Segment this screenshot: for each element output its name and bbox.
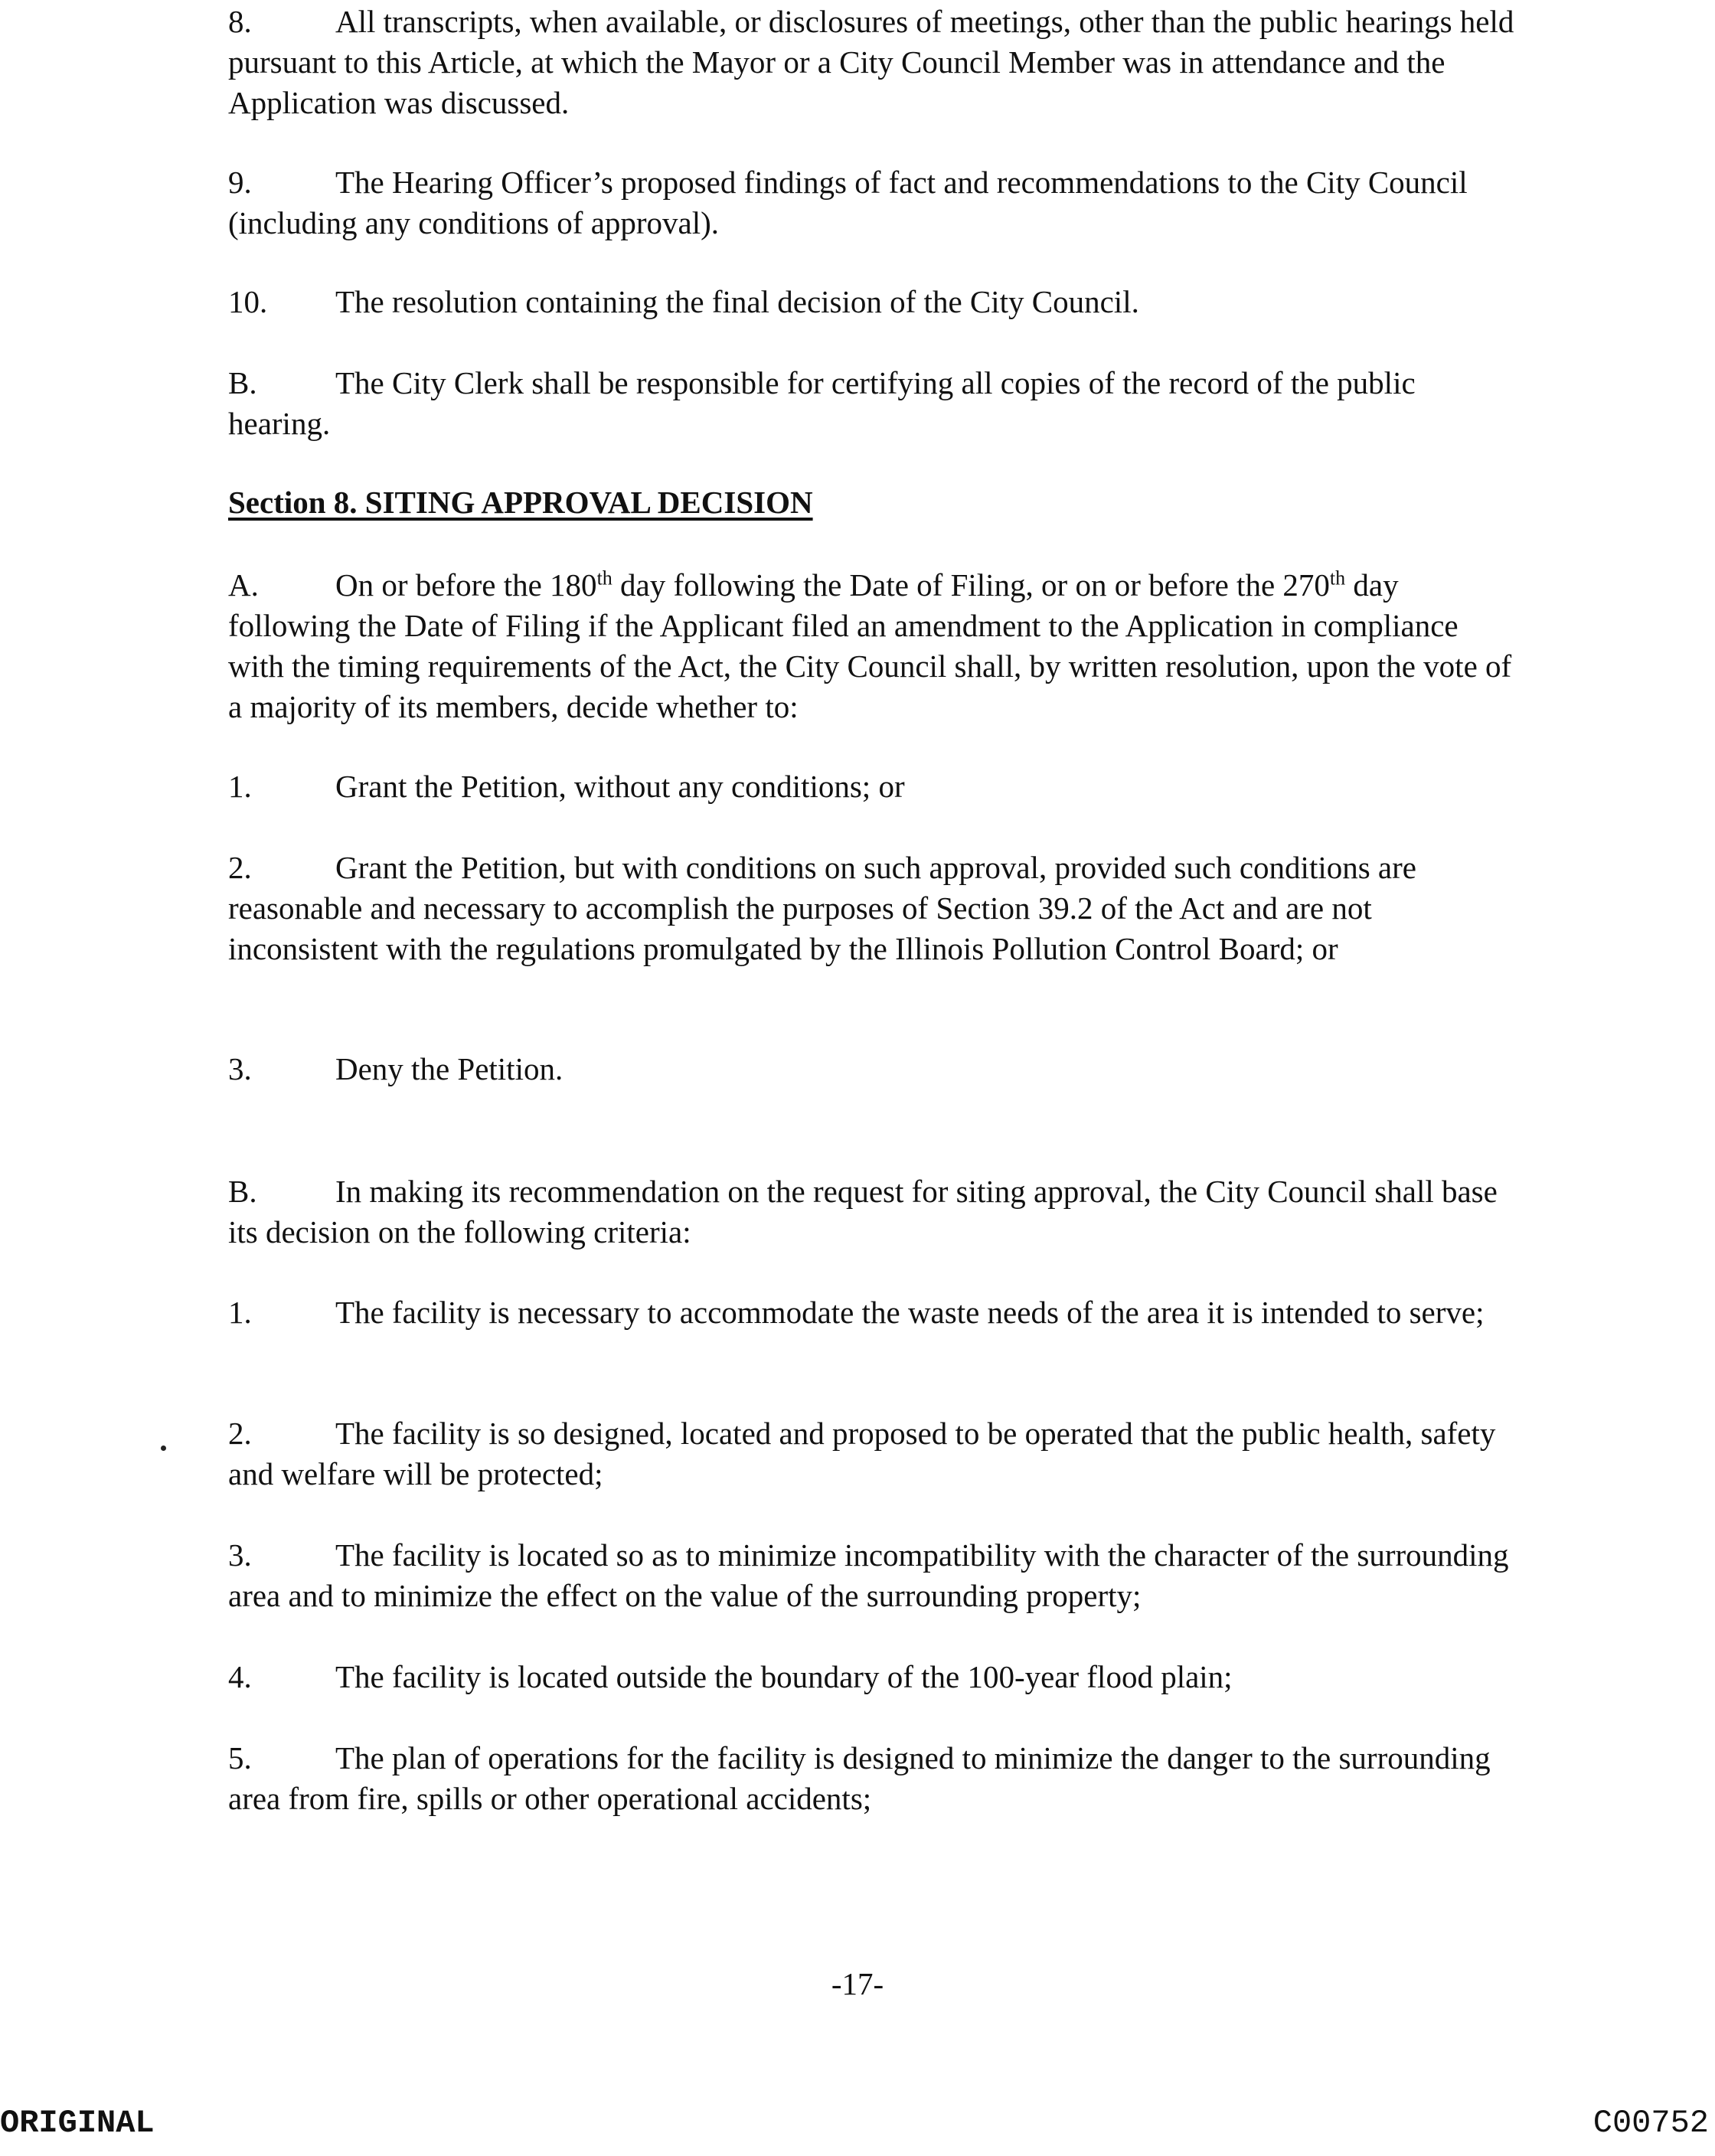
item-number: 4. <box>228 1659 252 1694</box>
document-id-stamp: C00752 <box>1592 2105 1709 2141</box>
item-text: The facility is located outside the boundary of the 100-year flood plain; <box>335 1659 1233 1694</box>
item-number: 3. <box>228 1537 252 1573</box>
option-2 <box>228 848 1514 969</box>
item-number: 1. <box>228 1295 252 1330</box>
item-9 <box>228 162 1514 243</box>
criterion-5 <box>228 1738 1514 1819</box>
option-1 <box>228 766 1514 807</box>
item-number: 2. <box>228 850 252 885</box>
item-text: The facility is necessary to accommodate the waste needs of the area it is intended to serve; <box>335 1295 1485 1330</box>
item-number: 9. <box>228 165 252 200</box>
paragraph-b-clerk <box>228 363 1514 444</box>
criterion-3 <box>228 1535 1514 1616</box>
paragraph-a <box>228 565 1514 727</box>
item-text: The resolution containing the final decision of the City Council. <box>335 284 1139 319</box>
paragraph-b-criteria <box>228 1171 1514 1253</box>
section-heading: Section 8. SITING APPROVAL DECISION <box>228 485 813 520</box>
item-number: 3. <box>228 1051 252 1086</box>
item-text: All transcripts, when available, or disclosures of meetings, other than the public hearings held pursuant to this Article, at which the Mayor or a City Council Member was in attendance and the Application was discussed. <box>228 4 1514 120</box>
item-number: B. <box>228 365 257 400</box>
item-number: A. <box>228 567 259 603</box>
paragraph-a-text-3: day following the Date of Filing if the Applicant filed an amendment to the Application in compliance with the timing requirements of the Act, the City Council shall, by written resolution, upon the vote of a majority of its members, decide whether to: <box>228 567 1512 724</box>
original-stamp: ORIGINAL <box>0 2105 155 2141</box>
item-text: The City Clerk shall be responsible for certifying all copies of the record of the public hearing. <box>228 365 1416 441</box>
option-3 <box>228 1049 1514 1089</box>
item-text: The plan of operations for the facility is designed to minimize the danger to the surrounding area from fire, spills or other operational accidents; <box>228 1740 1491 1816</box>
item-8 <box>228 2 1514 123</box>
item-text: Grant the Petition, without any conditions; or <box>335 769 905 804</box>
item-number: 5. <box>228 1740 252 1775</box>
criterion-4 <box>228 1657 1514 1697</box>
criterion-1 <box>228 1292 1514 1333</box>
item-text: Grant the Petition, but with conditions on such approval, provided such conditions are reasonable and necessary to accomplish the purposes of Section 39.2 of the Act and are not inconsistent with the regulations promulgated by the Illinois Pollution Control Board; or <box>228 850 1416 966</box>
item-number: 8. <box>228 4 252 39</box>
item-text: In making its recommendation on the request for siting approval, the City Council shall base its decision on the following criteria: <box>228 1174 1498 1250</box>
paragraph-a-text-1: On or before the 180 <box>335 567 597 603</box>
item-text: The Hearing Officer’s proposed findings of fact and recommendations to the City Council (including any conditions of approval). <box>228 165 1468 240</box>
item-number: B. <box>228 1174 257 1209</box>
item-text: Deny the Petition. <box>335 1051 564 1086</box>
ordinal-suffix: th <box>1329 567 1346 590</box>
stray-mark <box>161 1446 166 1451</box>
ordinal-suffix: th <box>596 567 612 590</box>
paragraph-a-text-2: day following the Date of Filing, or on or before the 270 <box>612 567 1330 603</box>
item-text: The facility is so designed, located and proposed to be operated that the public health, safety and welfare will be protected; <box>228 1416 1496 1491</box>
item-number: 2. <box>228 1416 252 1451</box>
item-number: 1. <box>228 769 252 804</box>
item-10 <box>228 282 1514 322</box>
item-number: 10. <box>228 284 268 319</box>
page-number: -17- <box>831 1966 884 2001</box>
item-text: The facility is located so as to minimize incompatibility with the character of the surrounding area and to minimize the effect on the value of the surrounding property; <box>228 1537 1509 1613</box>
criterion-2 <box>228 1413 1514 1494</box>
